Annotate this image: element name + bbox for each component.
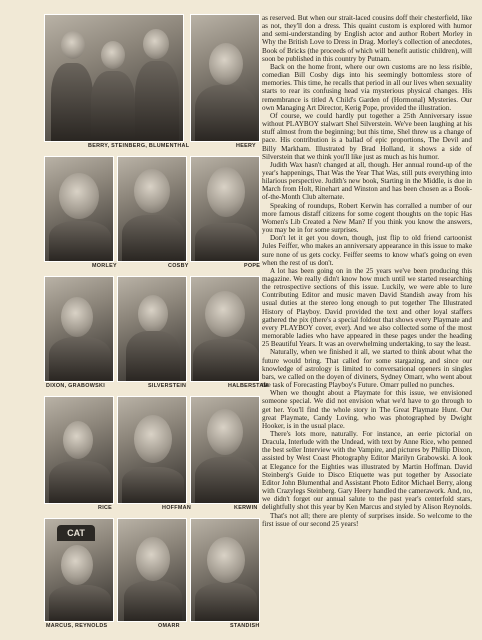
photo-row-4 — [44, 396, 260, 512]
photo-heery — [190, 14, 260, 142]
article-text-column — [262, 14, 472, 634]
photo-morley — [44, 156, 114, 262]
photo-cosby — [117, 156, 187, 262]
caption-omarr: OMARR — [158, 623, 180, 629]
photo-row-3 — [44, 276, 269, 390]
cat-cap-badge: CAT — [57, 525, 95, 541]
photo-hoffman — [117, 396, 187, 504]
paragraph-6: Don't let it get you down, though, just flip to old friend cartoonist Jules Feiffer, who makes an anniversary appearance in this issue to make sure none of us gets cocky. Feiffer seems to know what's going on even when the rest of us don't. — [262, 234, 472, 267]
photo-berry-steinberg-blumenthal — [44, 14, 184, 142]
caption-heery: HEERY — [236, 143, 256, 149]
photo-kerwin — [190, 396, 260, 504]
caption-silverstein: SILVERSTEIN — [148, 383, 187, 389]
caption-berry-steinberg-blumenthal: BERRY, STEINBERG, BLUMENTHAL — [88, 143, 190, 149]
photo-row-2 — [44, 156, 260, 270]
photo-halberstam — [190, 276, 260, 382]
paragraph-4: Judith Wax hasn't changed at all, though. Her annual round-up of the year's happenings, That Was the Year That Was, still puts everything into hilarious perspective. Judith's new book, Starting in the Middle, is due in March from Holt, Rinehart and Winston and has been chosen as a Book-of-the-Month Club alternate. — [262, 160, 472, 202]
photo-dixon — [44, 276, 114, 382]
paragraph-5: Speaking of roundups, Robert Kerwin has corralled a number of our more famous distaff citizens for some cogent thoughts on the topic Has Women's Lib Created a New Man? If you think you know the answers, you may be in for some surprises. — [262, 201, 472, 235]
paragraph-10: There's lots more, naturally. For instance, an eerie pictorial on Dracula, Interlude with the Undead, with text by Anne Rice, who penned the best seller Interview with the Vampire, and pictures by Phillip Dixon, assisted by West Coast Photography Editor Marilyn Grabowski. A look at Elegance for the Eighties was illustrated by Martin Hoffman. David Steinberg's Guide to Disco Etiquette was put together by Associate Editor John Blumenthal and Assistant Photo Editor Michael Berry, along with Crazylegs Steinberg. Gary Heery handled the camerawork. And, no, we didn't forget our annual salute to the past year's centerfold stars, delightfully shot this year by Ken Marcus and styled by Alison Reynolds. — [262, 429, 472, 512]
paragraph-11: That's not all; there are plenty of surprises inside. So welcome to the first issue of our second 25 years! — [262, 511, 472, 528]
photo-grabowski — [117, 276, 187, 382]
paragraph-9: When we thought about a Playmate for this issue, we envisioned someone special. We did not envision what we'd have to go through to get her. You'll find the whole story in The Great Playmate Hunt. Our great Playmate, Candy Loving, who was photographed by Dwight Hooker, is in the usual place. — [262, 389, 472, 430]
caption-cosby: COSBY — [168, 263, 189, 269]
caption-halberstam: HALBERSTAM — [228, 383, 269, 389]
caption-kerwin: KERWIN — [234, 505, 258, 511]
caption-pope: POPE — [244, 263, 261, 269]
photo-rice — [44, 396, 114, 504]
caption-rice: RICE — [98, 505, 113, 511]
photo-row-5 — [44, 518, 260, 630]
caption-standish: STANDISH — [230, 623, 260, 629]
photo-standish — [190, 518, 260, 622]
photo-grid — [44, 14, 269, 636]
paragraph-7: A lot has been going on in the 25 years we've been producing this magazine. We really didn't know how much until we started researching the retrospective sections of this issue. Luckily, we were able to lure Contributing Editor and music maven David Standish away from his usual duties at the stereo long enough to put together The Illustrated History of Playboy. David provided the text and other loyal staffers gathered the pix (there's a special foldout that shows every Playmate and every PLAYBOY cover, ever). And we also collected some of the most memorable ladies who have appeared in these pages under the heading 25 Beautiful Years. It was an overwhelming undertaking, to say the least. — [262, 266, 472, 349]
caption-marcus-reynolds: MARCUS, REYNOLDS — [46, 623, 108, 629]
caption-hoffman: HOFFMAN — [162, 505, 192, 511]
paragraph-3: Of course, we could hardly put together a 25th Anniversary issue without PLAYBOY stalwart Shel Silverstein. We've been laughing at his stuff almost from the beginning; but this time, Shel threw us a change of pace. His contribution is a ballad of epic proportions, The Devil and Billy Markham. Illustrated by Brad Holland, it shows a side of Silverstein that we think you'll like just as much as his humor. — [262, 111, 472, 161]
photo-marcus — [44, 518, 114, 622]
paragraph-1: as reserved. But when our strait-laced cousins doff their chesterfield, like as not, they'll don a dress. This quaint custom is explored with humor and semi-understanding by English actor and author Robert Morley in Why the British Love to Dress in Drag. Morley's collection of anecdotes, Book of Bricks (the proceeds of which will benefit autistic children), will soon be published in this country by Putnam. — [262, 14, 472, 63]
caption-morley: MORLEY — [92, 263, 117, 269]
photo-row-1 — [44, 14, 260, 150]
caption-dixon-grabowski: DIXON, GRABOWSKI — [46, 383, 106, 389]
paragraph-2: Back on the home front, where our own customs are no less risible, comedian Bill Cosby digs into his seemingly bottomless store of memories. This time, he recalls that period in all our lives when sexuality starts to rear its confusing head via mysterious physical changes. His remembrance is titled A Child's Garden of (Hormonal) Mysteries. Our own Managing Art Director, Kerig Pope, provided the illustration. — [262, 62, 472, 112]
paragraph-8: Naturally, when we finished it all, we started to think about what the future would bring. That called for some stargazing, and since our knowledge of astrology is limited to conversational openers in singles bars, we called on the doyen of diviners, Sydney Omarr, who went about the task of Forecasting Playboy's Future. Omarr pulled no punches. — [262, 348, 472, 390]
photo-pope — [190, 156, 260, 262]
photo-reynolds-omarr — [117, 518, 187, 622]
